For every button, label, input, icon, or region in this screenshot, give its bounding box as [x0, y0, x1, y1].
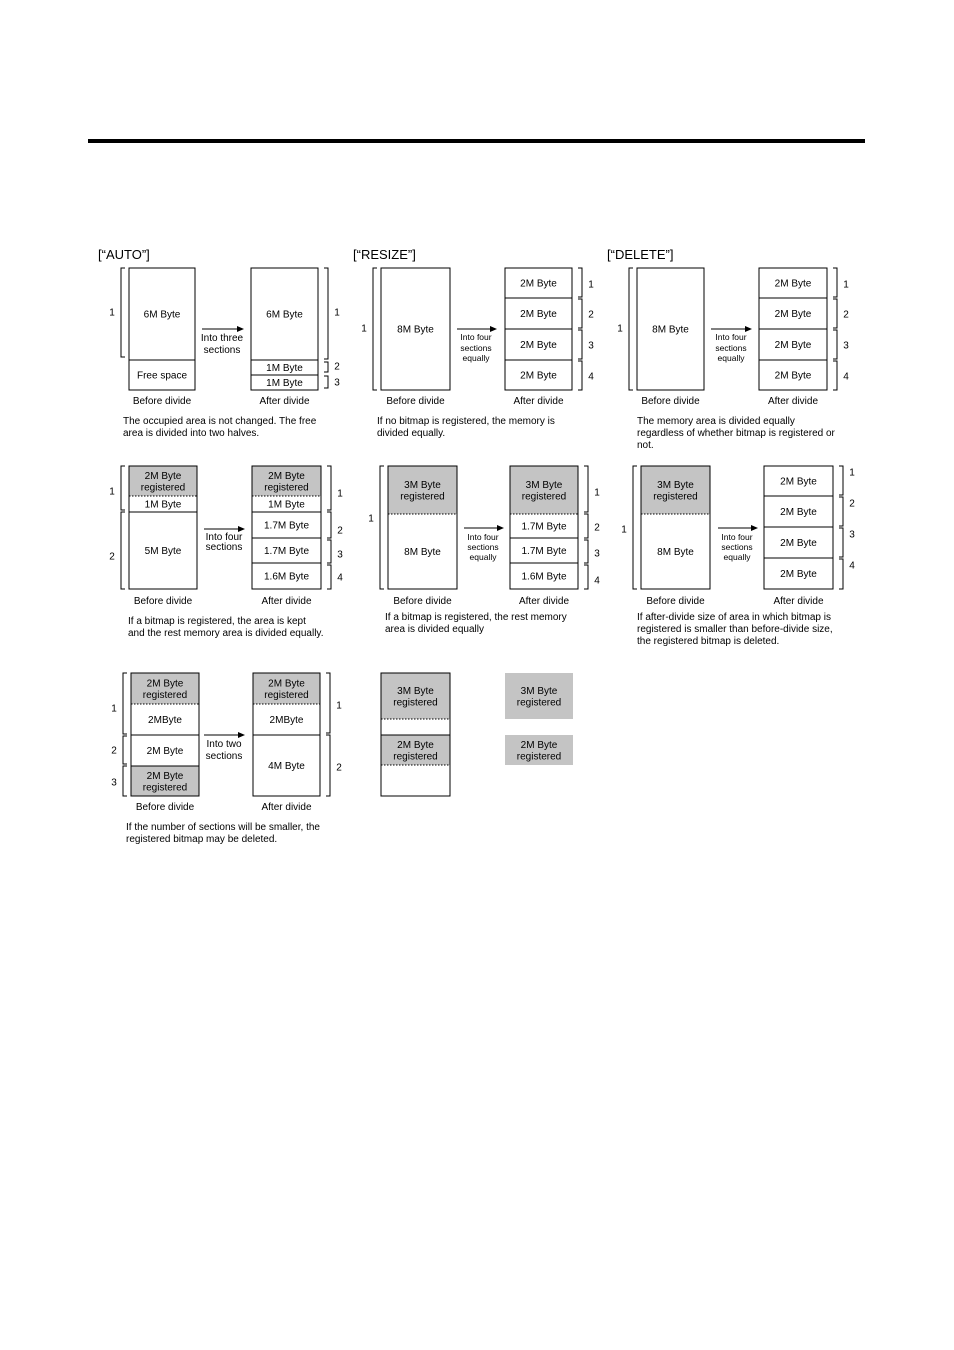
before-bracket — [373, 268, 377, 390]
after-section-number: 1 — [594, 487, 600, 499]
after-segment-label: 3M Byte — [525, 479, 563, 491]
after-section-number: 3 — [843, 340, 849, 352]
caption-line: If a bitmap is registered, the area is kept — [128, 616, 306, 627]
after-bracket — [584, 514, 588, 538]
after-segment-label: 2M Byte — [520, 309, 557, 320]
section-title-auto: [“AUTO”] — [98, 247, 150, 262]
section-title-delete: [“DELETE”] — [607, 247, 674, 262]
after-bracket — [578, 361, 582, 390]
after-section-number: 3 — [334, 377, 340, 389]
before-bracket — [380, 466, 384, 589]
diagram-auto-1 — [109, 268, 340, 439]
after-section-number: 2 — [337, 525, 343, 537]
before-segment-label: Free space — [136, 370, 188, 382]
caption-line: and the rest memory area is divided equally. — [128, 628, 324, 639]
before-segment-label: 2M Byte — [144, 470, 182, 482]
caption-line: area is divided equally — [385, 624, 484, 635]
after-segment — [505, 719, 573, 735]
diagram-resize-2 — [368, 466, 600, 635]
after-section-number: 3 — [594, 548, 600, 560]
after-segment-label: 1M Byte — [266, 378, 303, 389]
caption-line: If no bitmap is registered, the memory is — [377, 416, 555, 427]
before-section-number: 1 — [617, 323, 623, 335]
before-segment — [381, 719, 450, 735]
after-section-number: 4 — [337, 572, 343, 584]
after-section-number: 1 — [843, 279, 849, 291]
after-segment-label: registered — [516, 751, 562, 763]
after-divide-label: After divide — [261, 802, 312, 813]
after-segment-label: 2M Byte — [774, 309, 812, 320]
before-section-number: 2 — [109, 551, 115, 563]
after-divide-label: After divide — [518, 596, 570, 607]
after-section-number: 4 — [588, 371, 594, 383]
before-segment-label: 8M Byte — [652, 324, 689, 336]
divide-arrow-head — [751, 525, 758, 531]
caption-line: registered bitmap may be deleted. — [126, 834, 278, 845]
after-section-number: 2 — [594, 522, 600, 534]
after-segment-label: 1.7M Byte — [263, 546, 310, 557]
after-bracket — [833, 268, 837, 297]
caption-line: not. — [637, 440, 654, 451]
after-divide-label: After divide — [259, 396, 310, 407]
after-section-number: 2 — [588, 309, 594, 321]
before-segment-label: registered — [400, 491, 445, 503]
after-segment-label: 2M Byte — [520, 370, 557, 382]
after-segment-label: 2M Byte — [780, 507, 817, 518]
after-divide-label: After divide — [261, 596, 312, 607]
caption-line: the registered bitmap is deleted. — [637, 636, 780, 647]
after-bracket — [839, 466, 843, 495]
caption-line: area is divided into two halves. — [123, 428, 260, 439]
before-segment-label: 2M Byte — [397, 739, 434, 751]
arrow-label: Into four — [460, 332, 492, 342]
before-segment-label: 2M Byte — [146, 746, 184, 757]
caption-line: If the number of sections will be smaller, the — [126, 822, 320, 833]
before-segment — [381, 765, 450, 796]
after-segment-label: 2M Byte — [774, 340, 812, 351]
arrow-label: equally — [717, 353, 745, 363]
after-segment-label: registered — [516, 697, 562, 709]
before-bracket — [123, 766, 127, 796]
after-bracket — [839, 559, 843, 589]
arrow-label: equally — [723, 552, 751, 562]
after-bracket — [578, 268, 582, 297]
before-segment-label: 2M Byte — [146, 770, 184, 782]
arrow-label: Into four — [721, 532, 753, 542]
before-section-number: 1 — [361, 323, 367, 335]
before-segment-label: registered — [653, 491, 698, 503]
after-bracket — [324, 376, 328, 388]
after-section-number: 1 — [336, 700, 342, 712]
after-bracket — [833, 361, 837, 390]
after-bracket — [327, 466, 331, 510]
after-section-number: 4 — [849, 560, 855, 572]
before-segment-label: 3M Byte — [397, 685, 434, 697]
before-segment-label: 3M Byte — [404, 479, 441, 491]
after-segment-label: 1.7M Byte — [521, 521, 567, 533]
arrow-label: sections — [467, 542, 499, 552]
before-divide-label: Before divide — [386, 396, 445, 407]
after-segment-label: 6M Byte — [266, 309, 303, 321]
before-segment-label: 8M Byte — [397, 324, 434, 336]
arrow-label: sections — [715, 343, 747, 353]
after-section-number: 1 — [849, 467, 855, 479]
after-section-number: 1 — [588, 279, 594, 291]
diagram-auto-2 — [109, 466, 343, 639]
divide-arrow-head — [237, 326, 244, 332]
before-bracket — [629, 268, 633, 390]
arrow-label: Into four — [205, 532, 243, 543]
diagrams-layer — [109, 268, 855, 845]
before-section-number: 1 — [111, 703, 117, 715]
before-segment-label: registered — [393, 697, 438, 709]
after-segment — [505, 765, 573, 796]
arrow-label: sections — [205, 751, 243, 762]
before-bracket — [121, 466, 125, 510]
diagram-resize-3 — [381, 673, 573, 796]
after-segment-label: 3M Byte — [520, 685, 558, 697]
after-section-number: 3 — [849, 529, 855, 541]
after-section-number: 2 — [849, 498, 855, 510]
after-segment-label: 1M Byte — [266, 363, 303, 374]
after-bracket — [584, 540, 588, 563]
before-segment-label: registered — [140, 482, 186, 494]
arrow-label: sections — [203, 345, 241, 356]
divide-arrow-head — [497, 525, 504, 531]
caption-line: The memory area is divided equally — [637, 416, 795, 427]
arrow-label: Into four — [467, 532, 499, 542]
after-section-number: 1 — [337, 488, 343, 500]
before-segment-label: 2MByte — [148, 715, 182, 726]
after-bracket — [327, 540, 331, 563]
arrow-label: equally — [469, 552, 497, 562]
before-bracket — [121, 268, 125, 357]
before-segment-label: 2M Byte — [146, 678, 184, 690]
before-segment-label: registered — [142, 782, 188, 794]
diagram-delete-2 — [621, 466, 855, 647]
after-bracket — [327, 512, 331, 538]
after-segment-label: 2MByte — [269, 715, 304, 726]
after-section-number: 1 — [334, 307, 340, 319]
after-section-number: 3 — [588, 340, 594, 352]
after-bracket — [833, 330, 837, 359]
before-divide-label: Before divide — [393, 596, 452, 607]
after-bracket — [839, 497, 843, 526]
arrow-label: sections — [205, 542, 243, 553]
before-bracket — [633, 466, 637, 589]
caption-line: If a bitmap is registered, the rest memory — [385, 612, 567, 623]
before-segment-label: registered — [393, 751, 438, 763]
before-segment-label: 3M Byte — [657, 479, 694, 491]
caption-line: regardless of whether bitmap is registered or — [637, 428, 835, 439]
before-divide-label: Before divide — [646, 596, 705, 607]
after-bracket — [326, 673, 330, 733]
after-bracket — [324, 362, 328, 372]
after-segment-label: 1.6M Byte — [263, 571, 310, 583]
after-bracket — [326, 735, 330, 796]
after-segment-label: 2M Byte — [520, 340, 557, 351]
before-segment-label: 1M Byte — [144, 499, 182, 511]
after-section-number: 2 — [334, 361, 340, 373]
diagram-delete-1 — [617, 268, 849, 451]
after-section-number: 4 — [594, 575, 600, 587]
before-divide-label: Before divide — [135, 802, 195, 813]
section-title-resize: [“RESIZE”] — [353, 247, 416, 262]
after-segment-label: 1M Byte — [268, 499, 305, 511]
before-section-number: 1 — [109, 486, 115, 498]
before-section-number: 2 — [111, 745, 117, 757]
arrow-label: Into three — [200, 333, 244, 344]
after-bracket — [578, 330, 582, 359]
before-section-number: 1 — [621, 524, 627, 536]
after-segment-label: 1.7M Byte — [521, 546, 567, 557]
before-divide-label: Before divide — [641, 396, 700, 407]
after-segment-label: 4M Byte — [268, 761, 305, 772]
caption-line: registered is smaller than before-divide size, — [637, 624, 833, 635]
after-segment-label: 1.6M Byte — [521, 571, 567, 583]
after-segment-label: 2M Byte — [780, 569, 817, 580]
after-segment-label: registered — [521, 491, 567, 503]
diagram-auto-3 — [111, 673, 342, 845]
after-segment-label: 1.7M Byte — [263, 520, 310, 532]
after-bracket — [327, 565, 331, 589]
after-bracket — [833, 299, 837, 328]
after-bracket — [324, 268, 328, 359]
before-section-number: 1 — [109, 307, 115, 319]
before-divide-label: Before divide — [132, 396, 192, 407]
arrow-label: Into four — [715, 332, 747, 342]
before-bracket — [121, 512, 125, 589]
before-segment-label: 5M Byte — [144, 546, 182, 557]
arrow-label: Into two — [206, 739, 242, 750]
after-bracket — [839, 528, 843, 557]
after-bracket — [584, 565, 588, 589]
before-segment-label: 8M Byte — [657, 547, 694, 558]
arrow-label: sections — [721, 542, 753, 552]
after-bracket — [578, 299, 582, 328]
caption-line: divided equally. — [377, 428, 446, 439]
before-divide-label: Before divide — [133, 596, 193, 607]
before-bracket — [123, 673, 127, 734]
arrow-label: equally — [462, 353, 490, 363]
diagram-resize-1 — [361, 268, 594, 439]
arrow-label: sections — [460, 343, 492, 353]
before-section-number: 3 — [111, 777, 117, 789]
caption-line: If after-divide size of area in which bitmap is — [637, 612, 831, 623]
after-segment-label: 2M Byte — [520, 278, 557, 290]
after-section-number: 4 — [843, 371, 849, 383]
after-section-number: 2 — [843, 309, 849, 321]
after-bracket — [584, 466, 588, 512]
after-divide-label: After divide — [767, 396, 819, 407]
after-segment-label: 2M Byte — [774, 278, 812, 290]
before-segment-label: registered — [142, 689, 188, 701]
after-segment-label: 2M Byte — [780, 538, 817, 549]
after-divide-label: After divide — [773, 596, 824, 607]
after-segment-label: 2M Byte — [268, 470, 305, 482]
after-segment-label: 2M Byte — [780, 476, 817, 488]
after-segment-label: registered — [264, 482, 309, 494]
after-divide-label: After divide — [513, 396, 564, 407]
after-section-number: 3 — [337, 549, 343, 561]
before-segment-label: 8M Byte — [404, 547, 441, 558]
after-segment-label: 2M Byte — [520, 739, 558, 751]
after-segment-label: 2M Byte — [268, 678, 305, 690]
before-section-number: 1 — [368, 513, 374, 525]
after-section-number: 2 — [336, 762, 342, 774]
before-segment-label: 6M Byte — [143, 309, 181, 321]
before-bracket — [123, 736, 127, 764]
after-segment-label: 2M Byte — [774, 370, 812, 382]
caption-line: The occupied area is not changed. The free — [123, 416, 317, 427]
divide-arrow-head — [238, 732, 245, 738]
after-segment-label: registered — [264, 689, 309, 701]
